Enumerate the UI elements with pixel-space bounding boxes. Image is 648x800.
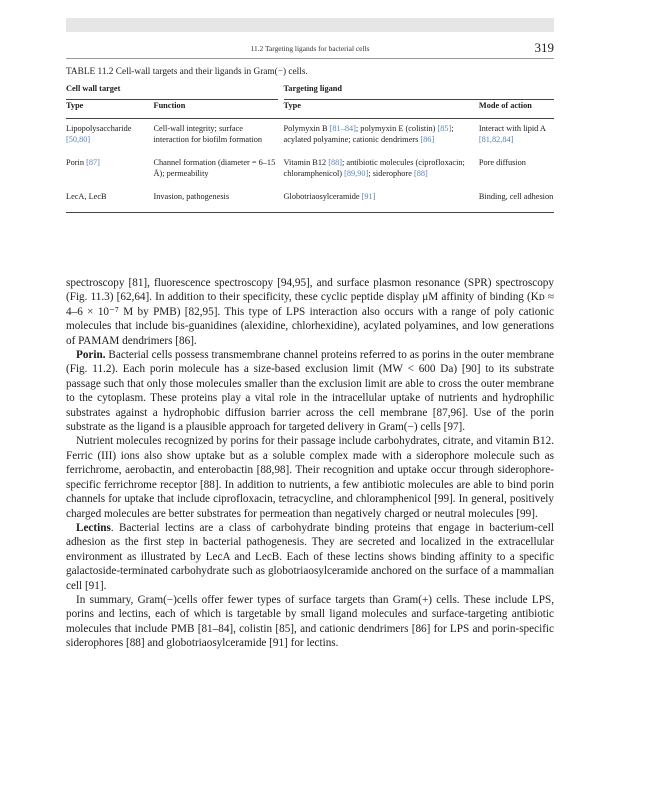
col-header-function: Function <box>154 100 278 119</box>
cell-ligand: Vitamin B12 [88]; antibiotic molecules (ciprofloxacin; chloramphenicol) [89,90]; siderophore [88] <box>283 158 465 178</box>
cell-wall-table <box>66 83 554 213</box>
col-header-mode: Mode of action <box>479 100 554 119</box>
ref-link[interactable]: [88] <box>413 169 428 178</box>
ref-link[interactable]: [81,82,84] <box>478 135 514 144</box>
ref-link[interactable]: [86] <box>420 135 435 144</box>
cell-mode: Interact with lipid A [81,82,84] <box>478 124 546 144</box>
running-header <box>66 40 554 56</box>
paragraph: In summary, Gram(−)cells offer fewer types of surface targets than Gram(+) cells. These include LPS, porins and lectins, each of which is targetable by small ligand molecules and surface-targeting antibiotic molecules that include PMB [81–84], colistin [85], and cationic dendrimers [86] for LPS and porin-specific siderophores [88] and globotriaosylceramide [91] for lectins. <box>66 593 554 650</box>
ref-link[interactable]: [88] <box>328 158 343 167</box>
ref-link[interactable]: [91] <box>361 192 376 201</box>
cell-type: LecA, LecB <box>66 187 154 213</box>
cell-function: Invasion, pathogenesis <box>154 187 278 213</box>
table-row <box>66 187 554 213</box>
cell-mode: Binding, cell adhesion <box>479 187 554 213</box>
cell-function: Channel formation (diameter = 6–15 Å); permeability <box>153 158 276 178</box>
col-header-type: Type <box>66 100 154 119</box>
group-header-ligand: Targeting ligand <box>284 83 554 100</box>
table-row <box>66 119 554 154</box>
page-number: 319 <box>534 40 554 55</box>
paragraph-lead: Porin. <box>76 349 106 362</box>
body-text <box>66 276 554 651</box>
paragraph: Porin. Bacterial cells possess transmembrane channel proteins referred to as porins in the outer membrane (Fig. 11.2). Each porin molecule has a size-based exclusion limit (MW < 600 Da) [90] to its substrate passage such that only those molecules smaller than the exclusion limit are able to cross the outer membrane to the cytoplasm. These proteins play a vital role in the intracellular uptake of nutrients and hydrophilic substrates against a hydrophobic diffusion barrier across the cell membrane [87,96]. Use of the porin substrate as the ligand is a plausible approach for targeted delivery in Gram(−) cells [97]. <box>66 349 554 434</box>
cell-mode: Pore diffusion <box>478 158 526 167</box>
paragraph-lead: Lectins <box>76 521 111 534</box>
paragraph: spectroscopy [81], fluorescence spectroscopy [94,95], and surface plasmon resonance (SPR) spectroscopy (Fig. 11.3) [62,64]. In addition to their specificity, these cyclic peptide display μM affinity of binding (Kᴅ ≈ 4–6 × 10⁻⁷ M by PMB) [82,95]. This type of LPS interaction also occurs with a range of poly cationic molecules that include bis-guanidines (alexidine, chlorhexidine), acylated polyamines, and low generations of PAMAM dendrimers [86]. <box>66 277 554 347</box>
cell-ligand: Polymyxin B [81–84]; polymyxin E (colistin) [85]; acylated polyamine; cationic dendrimers [86] <box>283 124 454 144</box>
header-rule <box>66 58 554 59</box>
table-row <box>66 153 554 187</box>
group-header-target: Cell wall target <box>66 83 278 100</box>
cell-type: Lipopolysaccharide [50,80] <box>66 124 132 144</box>
table-caption: TABLE 11.2 Cell-wall targets and their ligands in Gram(−) cells. <box>66 67 308 77</box>
paragraph: Lectins. Bacterial lectins are a class of carbohydrate binding proteins that engage in bacterium-cell adhesion as the first step in bacterial pathogenesis. They are secreted and localized in the extracellular environment as illustrated by LecA and LecB. Each of these lectins shows binding affinity to a specific galactoside-terminated carbohydrate such as globotriaosylceramide anchored on the surface of a mammalian cell [91]. <box>66 521 554 592</box>
ref-link[interactable]: [81–84] <box>329 124 356 133</box>
cell-function: Cell-wall integrity; surface interaction for biofilm formation <box>153 124 263 144</box>
ref-link[interactable]: [85] <box>437 124 452 133</box>
top-gray-band <box>66 18 554 32</box>
cell-type: Porin [87] <box>66 158 100 167</box>
running-title: 11.2 Targeting ligands for bacterial cells <box>250 44 370 53</box>
paragraph: Nutrient molecules recognized by porins for their passage include carbohydrates, citrate, and vitamin B12. Ferric (III) ions also show uptake but as a soluble complex made with a siderophore molecule such as ferrichrome, aerobactin, and enterobactin [88,98]. Their recognition and uptake occur through siderophore-specific ferrichrome receptor [88]. In addition to nutrients, a few antibiotic molecules are able to bind porin channels for uptake that include ciprofloxacin, tetracycline, and chloramphenicol [99]. In general, positively charged molecules are better substrates for permeation than negatively charged or neutral molecules [99]. <box>66 435 554 520</box>
ref-link[interactable]: [89,90] <box>344 169 369 178</box>
col-header-ligand-type: Type <box>284 100 479 119</box>
ref-link[interactable]: [87] <box>86 158 100 167</box>
ref-link[interactable]: [50,80] <box>66 135 91 144</box>
cell-ligand: Globotriaosylceramide [91] <box>284 187 479 213</box>
